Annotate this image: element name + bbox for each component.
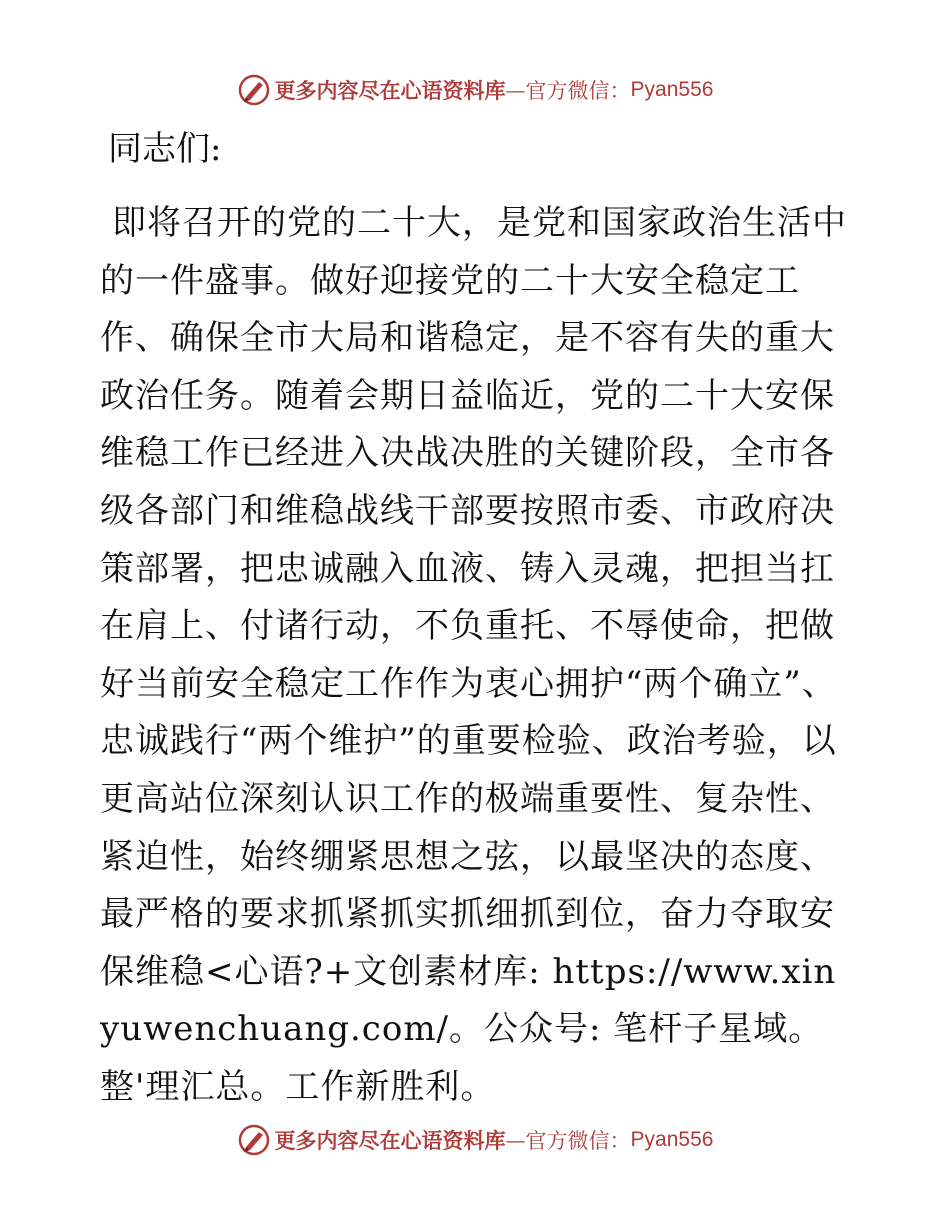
watermark-wechat-id: Pyan556 xyxy=(630,1128,714,1151)
watermark-banner-top xyxy=(0,70,950,110)
pen-logo-icon xyxy=(237,1123,271,1157)
watermark-wechat-label: 官方微信： xyxy=(525,1129,631,1153)
pen-logo-icon xyxy=(237,73,271,107)
watermark-separator: — xyxy=(505,1128,526,1152)
body-paragraph: 即将召开的党的二十大，是党和国家政治生活中的一件盛事。做好迎接党的二十大安全稳定工作、确保全市大局和谐稳定，是不容有失的重大政治任务。随着会期日益临近，党的二十大安保维稳工作已经进入决战决胜的关键阶段，全市各级各部门和维稳战线干部要按照市委、市政府决策部署，把忠诚融入血液、铸入灵魂，把担当扛在肩上、付诸行动，不负重托、不辱使命，把做好当前安全稳定工作作为衷心拥护“两个确立”、忠诚践行“两个维护”的重要检验、政治考验，以更高站位深刻认识工作的极端重要性、复杂性、紧迫性，始终绷紧思想之弦，以最坚决的态度、最严格的要求抓紧抓实抓细抓到位，奋力夺取安保维稳<心语?+文创素材库: https://www.xinyuwenchuang.com/。公众号: 笔杆子星域。整'理汇总。工作新胜利。 xyxy=(100,203,847,1107)
watermark-separator: — xyxy=(505,78,526,102)
watermark-wechat-id: Pyan556 xyxy=(630,78,714,101)
salutation: 同志们: xyxy=(108,129,222,169)
watermark-wechat-label: 官方微信： xyxy=(525,79,631,103)
watermark-brand: 更多内容尽在心语资料库 xyxy=(274,1128,506,1153)
watermark-banner-bottom xyxy=(0,1120,950,1160)
watermark-brand: 更多内容尽在心语资料库 xyxy=(274,78,506,103)
